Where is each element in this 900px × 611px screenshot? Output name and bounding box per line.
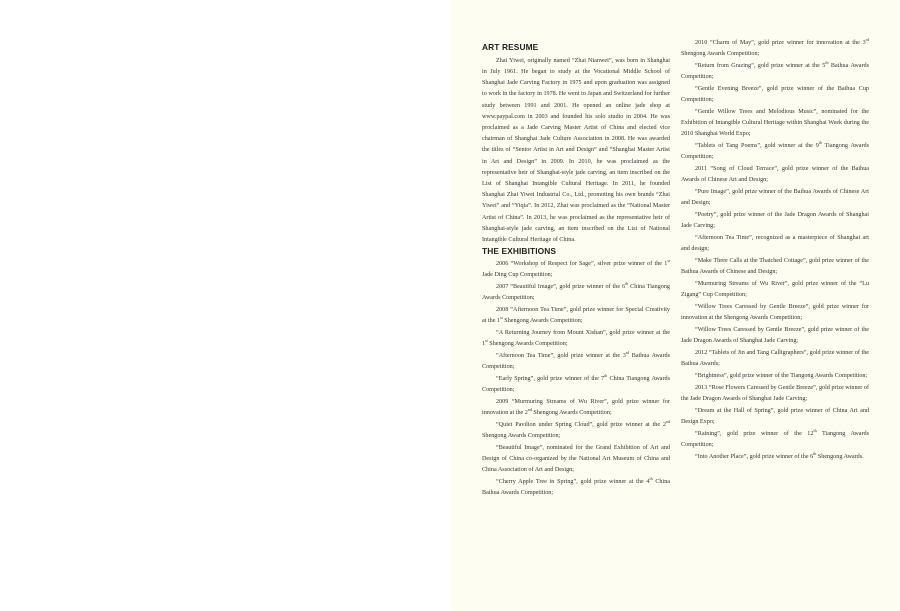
- exhibition-entry: [681, 429, 869, 451]
- entry-text: “Beautiful Image”, nominated for the Grand Exhibition of Art and Design of China co-organized by the National Art Museum of China and China Association of Art and Design;: [482, 445, 670, 474]
- entry-text: 2013 “Rose Flowers Caressed by Gentle Breeze”, gold prize winner of the Jade Dragon Awards of Shanghai Jade Carving;: [681, 385, 869, 403]
- exhibition-entry: [681, 371, 869, 382]
- entry-text: “Afternoon Tea Time”, recognized as a masterpiece of Shanghai art and design;: [681, 235, 869, 253]
- entry-text: “Willow Trees Caressed by Gentle Breeze”, gold prize winner for innovation at the Shengong Awards Competition;: [681, 304, 869, 322]
- exhibition-entry: [681, 383, 869, 405]
- entry-text-continued: Baihua Awards Competition;: [482, 353, 670, 371]
- ordinal-suffix: st: [500, 315, 503, 321]
- entry-text: 2006 “Workshop of Respect for Sage”, silver prize winner of the 1: [496, 261, 668, 268]
- entry-text-continued: China Tiangong Awards Competition;: [482, 376, 670, 394]
- ordinal-suffix: th: [825, 60, 829, 65]
- entry-text-continued: Tiangong Awards Competition;: [681, 143, 869, 161]
- resume-paragraph: Zhai Yiwei, originally named “Zhai Nianwei”, was born in Shanghai in July 1961. He began to study at the Vocational Middle School of Shanghai Jade Carving Factory in 1975 and upon graduation was assigned to work in the factory in 1978. He went to Japan and Switzerland for further study between 1991 and 2001. He opened an online jade shop at www.paypal.com in 2003 and founded his solo studio in 2004. He was proclaimed as a Jade Carving Master Artist of China and elected vice chairman of Shanghai Jade Culture Association in 2008. He was awarded the titles of “Senior Artist in Art and Design” and “Shanghai Master Artist in Art and Design” in 2009. In 2010, he was proclaimed as the representative heir of Shanghai-style jade carving, an item inscribed on the List of Shanghai Intangible Cultural Heritage. In 2011, he founded Shanghai Zhai Yiwei Industrial Co., Ltd., promoting his own brands “Zhai Yiwei” and “Yiqia”. In 2012, Zhai was proclaimed as the “National Master Artist of China”. In 2013, he was proclaimed as the representative heir of Shanghai-style jade carving, an item inscribed on the List of National Intangible Cultural Heritage of China.: [482, 57, 670, 244]
- art-resume-heading: ART RESUME: [482, 42, 539, 52]
- exhibitions-heading: THE EXHIBITIONS: [482, 246, 557, 257]
- entry-text: “A Returning Journey from Mount Xishan”, gold prize winner at the 1: [482, 330, 670, 348]
- exhibition-entry: [482, 259, 670, 281]
- entry-text: 2008 “Afternoon Tea Time”, gold prize winner for Special Creativity at the 1: [482, 307, 670, 325]
- exhibition-entry: [681, 164, 869, 186]
- entry-text: “Cherry Apple Tree in Spring”, gold prize winner at the 4: [496, 479, 650, 486]
- ordinal-suffix: rd: [865, 37, 869, 42]
- entry-text: 2010 “Charm of May”, gold prize winner for innovation at the 3: [695, 40, 866, 46]
- entry-text-continued: Shengong Awards.: [816, 454, 864, 460]
- ordinal-suffix: nd: [666, 419, 670, 425]
- exhibition-entry: [482, 443, 670, 477]
- entry-text: 2012 “Tablets of Jin and Tang Calligraphers”, gold prize winner of the Baihua Awards;: [681, 350, 869, 368]
- entry-text: “Willow Trees Caressed by Gentle Breeze”, gold prize winner of the Jade Dragon Awards of Shanghai Jade Carving;: [681, 327, 869, 345]
- entry-text-continued: Shengong Awards Competition;: [531, 410, 612, 417]
- exhibition-entry: [681, 61, 869, 83]
- exhibition-entry: [482, 477, 670, 499]
- ordinal-suffix: st: [485, 338, 488, 344]
- entry-text-continued: Shengong Awards Competition;: [502, 318, 583, 325]
- exhibition-entry: [681, 256, 869, 278]
- entry-text-continued: China Baihua Awards Competition;: [482, 479, 671, 497]
- exhibition-entry: [482, 420, 670, 442]
- exhibition-entry: [482, 328, 670, 350]
- entry-text: “Quiet Pavilion under Spring Cloud”, gold prize winner at the 2: [496, 422, 666, 429]
- ordinal-suffix: rd: [625, 350, 630, 356]
- exhibition-entry: [681, 38, 869, 60]
- exhibition-entry: [482, 397, 670, 419]
- entry-text: “Raining”, gold prize winner of the 12: [695, 431, 814, 437]
- entry-text: “Murmuring Streams of Wu River”, gold prize winner of the “Lu Zigang” Cup Competition;: [681, 281, 869, 299]
- entry-text: “Gentle Willow Trees and Melodious Music”, nominated for the Exhibition of Intangible Cultural Heritage within Shanghai Week during the 2010 Shanghai World Expo;: [681, 109, 869, 138]
- exhibition-entry: [482, 282, 670, 304]
- entry-text: “Afternoon Tea Time”, gold prize winner at the 3: [496, 353, 626, 360]
- entry-text: “Early Spring”, gold prize winner of the 7: [496, 376, 605, 383]
- exhibition-entry: [681, 210, 869, 232]
- entry-text: “Tablets of Tang Poems”, gold winner at the 9: [695, 143, 819, 150]
- exhibition-entry: [681, 187, 869, 209]
- ordinal-suffix: th: [625, 281, 629, 287]
- exhibition-list-left: [482, 259, 670, 500]
- ordinal-suffix: th: [813, 428, 817, 433]
- entry-text-continued: Jade Ding Cup Competition;: [482, 272, 553, 279]
- entry-text: 2007 “Beautiful Image”, gold prize winner of the 6: [496, 284, 626, 291]
- exhibition-list-right: [681, 38, 869, 463]
- entry-text-continued: Shengong Awards Competition;: [487, 341, 568, 348]
- entry-text: “Poetry”, gold prize winner of the Jade Dragon Awards of Shanghai Jade Carving;: [681, 212, 869, 230]
- ordinal-suffix: nd: [527, 407, 532, 413]
- entry-text: “Gentle Evening Breeze”, gold prize winner of the Baihua Cup Competition;: [681, 86, 869, 104]
- exhibition-entry: [482, 351, 670, 373]
- ordinal-suffix: th: [813, 451, 817, 456]
- exhibition-entry: [482, 305, 670, 327]
- ordinal-suffix: th: [604, 373, 608, 379]
- exhibition-entry: [681, 233, 869, 255]
- right-column: [681, 38, 869, 464]
- exhibition-entry: [681, 325, 869, 347]
- exhibition-entry: [681, 406, 869, 428]
- exhibition-entry: [681, 452, 869, 463]
- entry-text: “Make Three Calls at the Thatched Cottage”, gold prize winner of the Baihua Awards of Chinese and Design;: [681, 258, 869, 276]
- exhibition-entry: [681, 302, 869, 324]
- entry-text-continued: Tiangong Awards Competition;: [681, 431, 869, 449]
- entry-text-continued: Shengong Awards Competition;: [681, 51, 760, 58]
- entry-text-continued: Shengong Awards Competition;: [482, 433, 561, 440]
- left-column: [482, 38, 670, 500]
- exhibition-entry: [681, 141, 869, 163]
- document-page: [450, 0, 900, 611]
- entry-text: “Dream at the Hall of Spring”, gold prize winner of China Art and Design Expo;: [681, 408, 869, 426]
- exhibition-entry: [681, 348, 869, 370]
- entry-text: “Pure Image”, gold prize winner of the Baihua Awards of Chinese Art and Design;: [681, 189, 869, 207]
- entry-text: 2009 “Murmuring Streams of Wu River”, gold prize winner for innovation at the 2: [482, 399, 670, 417]
- entry-text: “Into Another Place”, gold prize winner of the 6: [695, 454, 814, 460]
- entry-text-continued: Baihua Awards Competition;: [681, 63, 869, 81]
- exhibition-entry: [681, 84, 869, 106]
- exhibition-entry: [681, 107, 869, 141]
- ordinal-suffix: th: [818, 140, 822, 146]
- exhibition-entry: [681, 279, 869, 301]
- entry-text: “Brightness”, gold prize winner of the Tiangong Awards Competition;: [695, 373, 868, 380]
- exhibition-entry: [482, 374, 670, 396]
- entry-text: 2011 “Song of Cloud Terrace”, gold prize winner of the Baihua Awards of Chinese Art and Design;: [681, 166, 869, 184]
- entry-text: “Return from Grazing”, gold prize winner at the 5: [695, 63, 826, 69]
- ordinal-suffix: th: [649, 476, 653, 482]
- ordinal-suffix: st: [667, 258, 670, 264]
- entry-text-continued: China Tiangong Awards Competition;: [482, 284, 670, 302]
